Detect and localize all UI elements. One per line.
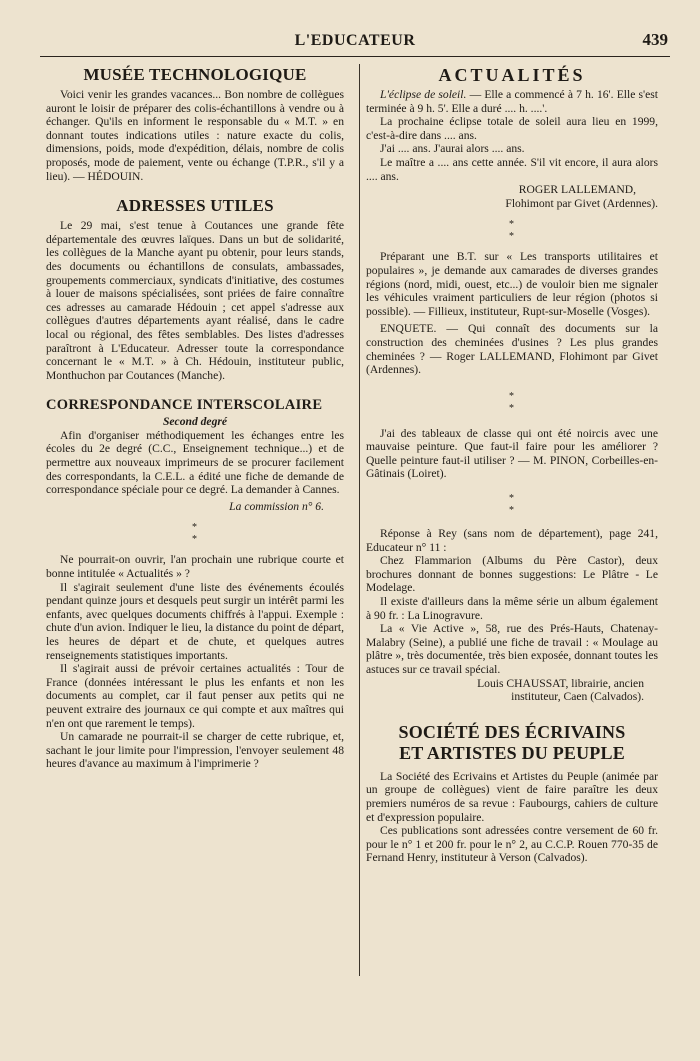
musee-text: Voici venir les grandes vacances... Bon nombre de collègues auront le loisir de préparer des colis-échantillons à vendre ou à échanger. Qu'ils en informent le responsable du « M.T. » en donnant toutes indications utiles : nature exacte du colis, dimensions, poids, mode d'expédition, délais, nombre de colis proposés, mode de paiement, vente ou échange (T.P.R., s'il y a lieu). — HÉDOUIN.: [46, 88, 344, 183]
societe-p2: Ces publications sont adressées contre versement de 60 fr. pour le n° 1 et 200 fr. pour le n° 2, au C.C.P. Rouen 770-35 de Fernand Henry, instituteur à Verson (Calvados).: [366, 824, 658, 865]
signature-lallemand: ROGER LALLEMAND,: [518, 183, 636, 197]
actualites-p7: J'ai des tableaux de classe qui ont été noircis avec une mauvaise peinture. Que faut-il faire pour les améliorer ? Quelle peinture faut-il utiliser ? — M. PINON, Corbeilles-en-Gâtinais (Loiret).: [366, 426, 658, 481]
actualites-p2: La prochaine éclipse totale de soleil aura lieu en 1999, c'est-à-dire dans .... ans.: [366, 115, 658, 142]
separator-stars: * *: [509, 219, 515, 243]
separator-stars: * *: [509, 390, 515, 414]
left-column: [46, 66, 344, 771]
correspondance-subtitle: Second degré: [162, 415, 228, 429]
page-header: [40, 30, 670, 57]
actualites-p10: Il existe d'ailleurs dans la même série un album également à 90 fr. : La Linogravure.: [366, 595, 658, 622]
actualites-p6: ENQUETE. — Qui connaît des documents sur la construction des cheminées d'usines ? Les plus grandes cheminées ? — Roger LALLEMAND, Flohimont par Givet (Ardennes).: [366, 322, 658, 377]
correspondance-signature: La commission n° 6.: [229, 499, 324, 513]
right-column: [366, 66, 658, 865]
societe-title-line2: ET ARTISTES DU PEUPLE: [399, 742, 625, 763]
rubrique-p4: Un camarade ne pourrait-il se charger de cette rubrique, et, sachant le jour limite pour l'impression, l'envoyer seulement 48 heures d'avance au maximum à l'imprimerie ?: [46, 730, 344, 771]
actualites-p4: Le maître a .... ans cette année. S'il vit encore, il aura alors .... ans.: [366, 155, 658, 183]
rubrique-p2: Il s'agirait seulement d'une liste des événements écoulés pendant quinze jours et desquels peut surgir un intérêt parmi les enfants, avec quelques documents chiffrés à l'appui. Exemple : chute d'un avion. Indiquer le lieu, la distance du point de départ, les heures de départ et de chute, et quelques autres renseignements statistiques importants.: [46, 580, 344, 662]
separator-stars: * *: [509, 493, 515, 517]
separator-stars: * *: [192, 522, 198, 546]
actualites-p11: La « Vie Active », 58, rue des Prés-Hauts, Chatenay-Malabry (Seine), a publié une fiche de travail : « Moulage au plâtre », très documentée, très bien exposée, donnant toutes les astuces sur ce travail spécial.: [366, 622, 658, 676]
signature-chaussat-address: instituteur, Caen (Calvados).: [511, 690, 644, 704]
signature-chaussat: Louis CHAUSSAT, librairie, ancien: [477, 676, 644, 690]
rubrique-p3: Il s'agirait aussi de prévoir certaines actualités : Tour de France (données intéressant le plus les enfants et non les documents au complet, car il faut penser aux petits qui ne peuvent extraire des journaux ce qui compte et aux maîtres qui n'en ont que rarement le temps).: [46, 662, 344, 730]
rubrique-p1: Ne pourrait-on ouvrir, l'an prochain une rubrique courte et bonne intitulée « Actualités » ?: [46, 553, 344, 581]
actualites-p3: J'ai .... ans. J'aurai alors .... ans.: [380, 142, 525, 156]
signature-lallemand-address: Flohimont par Givet (Ardennes).: [505, 196, 658, 210]
actualites-p1: L'éclipse de soleil. — Elle a commencé à 7 h. 16'. Elle s'est terminée à 9 h. 5'. Elle a duré .... h. ....'.: [366, 88, 659, 115]
adresses-title: ADRESSES UTILES: [116, 196, 274, 216]
actualites-title: ACTUALITÉS: [438, 65, 586, 85]
adresses-text: Le 29 mai, s'est tenue à Coutances une grande fête départementale des œuvres laïques. Dans un but de solidarité, les collègues de la Manche ayant pu obtenir, pour leurs stands, des documents ou échantillons de consulats, ambassades, groupements commerciaux, syndicats d'initiative, des costumes à louer de maisons spécialisées, sont priées de faire connaître ces adresses au camarade Hédouin ; cet appel s'adresse aux collègues d'autres départements ayant réalisé, dans le cadre local ou régional, des fêtes semblables. Des listes d'adresses paraîtront à L'Educateur. Adresser toute la correspondance concernant le « M.T. » à Ch. Hédouin, instituteur public, Monthuchon par Coutances (Manche).: [46, 219, 344, 382]
journal-title: L'EDUCATEUR: [294, 32, 416, 49]
actualites-p9: Chez Flammarion (Albums du Père Castor), deux brochures donnant de bonnes suggestions: Le Plâtre - Le Modelage.: [366, 554, 658, 595]
correspondance-title: CORRESPONDANCE INTERSCOLAIRE: [46, 397, 323, 414]
actualites-p8: Réponse à Rey (sans nom de département), page 241, Educateur n° 11 :: [366, 527, 658, 554]
column-divider: [359, 64, 360, 976]
musee-title: MUSÉE TECHNOLOGIQUE: [83, 65, 307, 84]
societe-p1: La Société des Ecrivains et Artistes du Peuple (animée par un groupe de collègues) vient de faire paraître les deux premiers numéros de sa revue : Faubourgs, cahiers de culture et d'expression populaire.: [366, 769, 658, 824]
eclipse-label: L'éclipse de soleil.: [380, 88, 467, 101]
societe-title-line1: SOCIÉTÉ DES ÉCRIVAINS: [398, 721, 626, 742]
page-number: 439: [642, 30, 668, 49]
actualites-p5: Préparant une B.T. sur « Les transports utilitaires et populaires », je demande aux camarades de diverses grandes régions (nord, midi, ouest, etc...) de vouloir bien me signaler les véhicules vraiment particuliers de leur région (photos si possible). — Fillieux, instituteur, Rupt-sur-Moselle (Vosges).: [366, 250, 658, 318]
correspondance-text: Afin d'organiser méthodiquement les échanges entre les écoles du 2e degré (C.C., Enseignement technique...) et de permettre aux nouveaux imprimeurs de se procurer facilement des correspondants, la C.E.L. a édité une fiche de demande de correspondance spéciale pour ce degré. La demander à Cannes.: [46, 428, 344, 497]
